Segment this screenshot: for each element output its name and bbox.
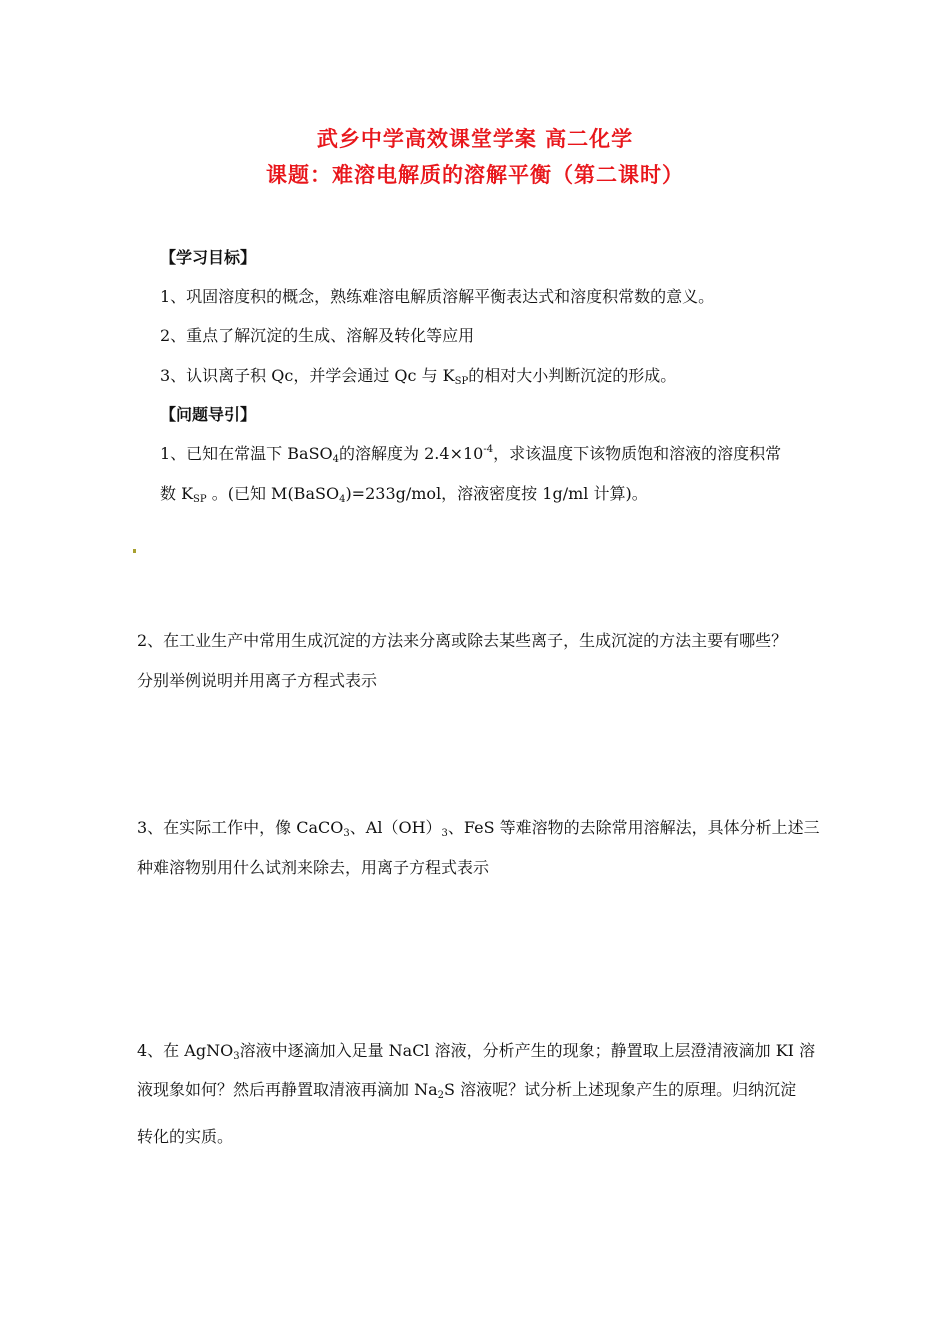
- lesson-subtitle: 课题：难溶电解质的溶解平衡（第二课时）: [266, 163, 684, 187]
- objectives-heading: 【学习目标】: [160, 248, 257, 267]
- document-title: 武乡中学高效课堂学案 高二化学: [316, 127, 634, 151]
- objective-item-1: 1、巩固溶度积的概念，熟练难溶电解质溶解平衡表达式和溶度积常数的意义。: [160, 287, 715, 306]
- objective-item-2: 2、重点了解沉淀的生成、溶解及转化等应用: [160, 326, 475, 345]
- question-3-line-1: 3、在实际工作中，像 CaCO$_3$、$Al(OH)_3$、FeS 等难溶物的去除常用溶解法，具体分析上述三: [137, 818, 820, 839]
- question-4-line-1: 4、在 AgNO$_3$溶液中逐滴加入足量 NaCl 溶液，分析产生的现象；静置取上层澄清液滴加 KI 溶: [137, 1041, 816, 1062]
- question-2-line-2: 分别举例说明并用离子方程式表示: [137, 671, 378, 690]
- question-3-line-2: 种难溶物别用什么试剂来除去，用离子方程式表示: [137, 858, 490, 877]
- guide-heading: 【问题导引】: [160, 405, 257, 424]
- stray-mark: [133, 549, 136, 553]
- objective-item-3: 3、认识离子积 Qc，并学会通过 Qc 与 $K_{SP}$的相对大小判断沉淀的形成。: [160, 366, 677, 387]
- question-1-line-2: 数 $K_{SP}$ 。(已知 M(BaSO$_4$)=233g/mol，溶液密度按 1g/ml 计算)。: [160, 484, 648, 505]
- question-1-line-1: 1、已知在常温下 BaSO$_4$的溶解度为 $2.4\times 10^{-4}$，求该温度下该物质饱和溶液的溶度积常: [160, 444, 782, 465]
- question-4-line-3: 转化的实质。: [137, 1127, 234, 1146]
- question-4-line-2: 液现象如何？然后再静置取清液再滴加 $Na_2S$ 溶液呢？试分析上述现象产生的原理。归纳沉淀: [137, 1080, 797, 1101]
- question-2-line-1: 2、在工业生产中常用生成沉淀的方法来分离或除去某些离子，生成沉淀的方法主要有哪些？: [137, 631, 788, 650]
